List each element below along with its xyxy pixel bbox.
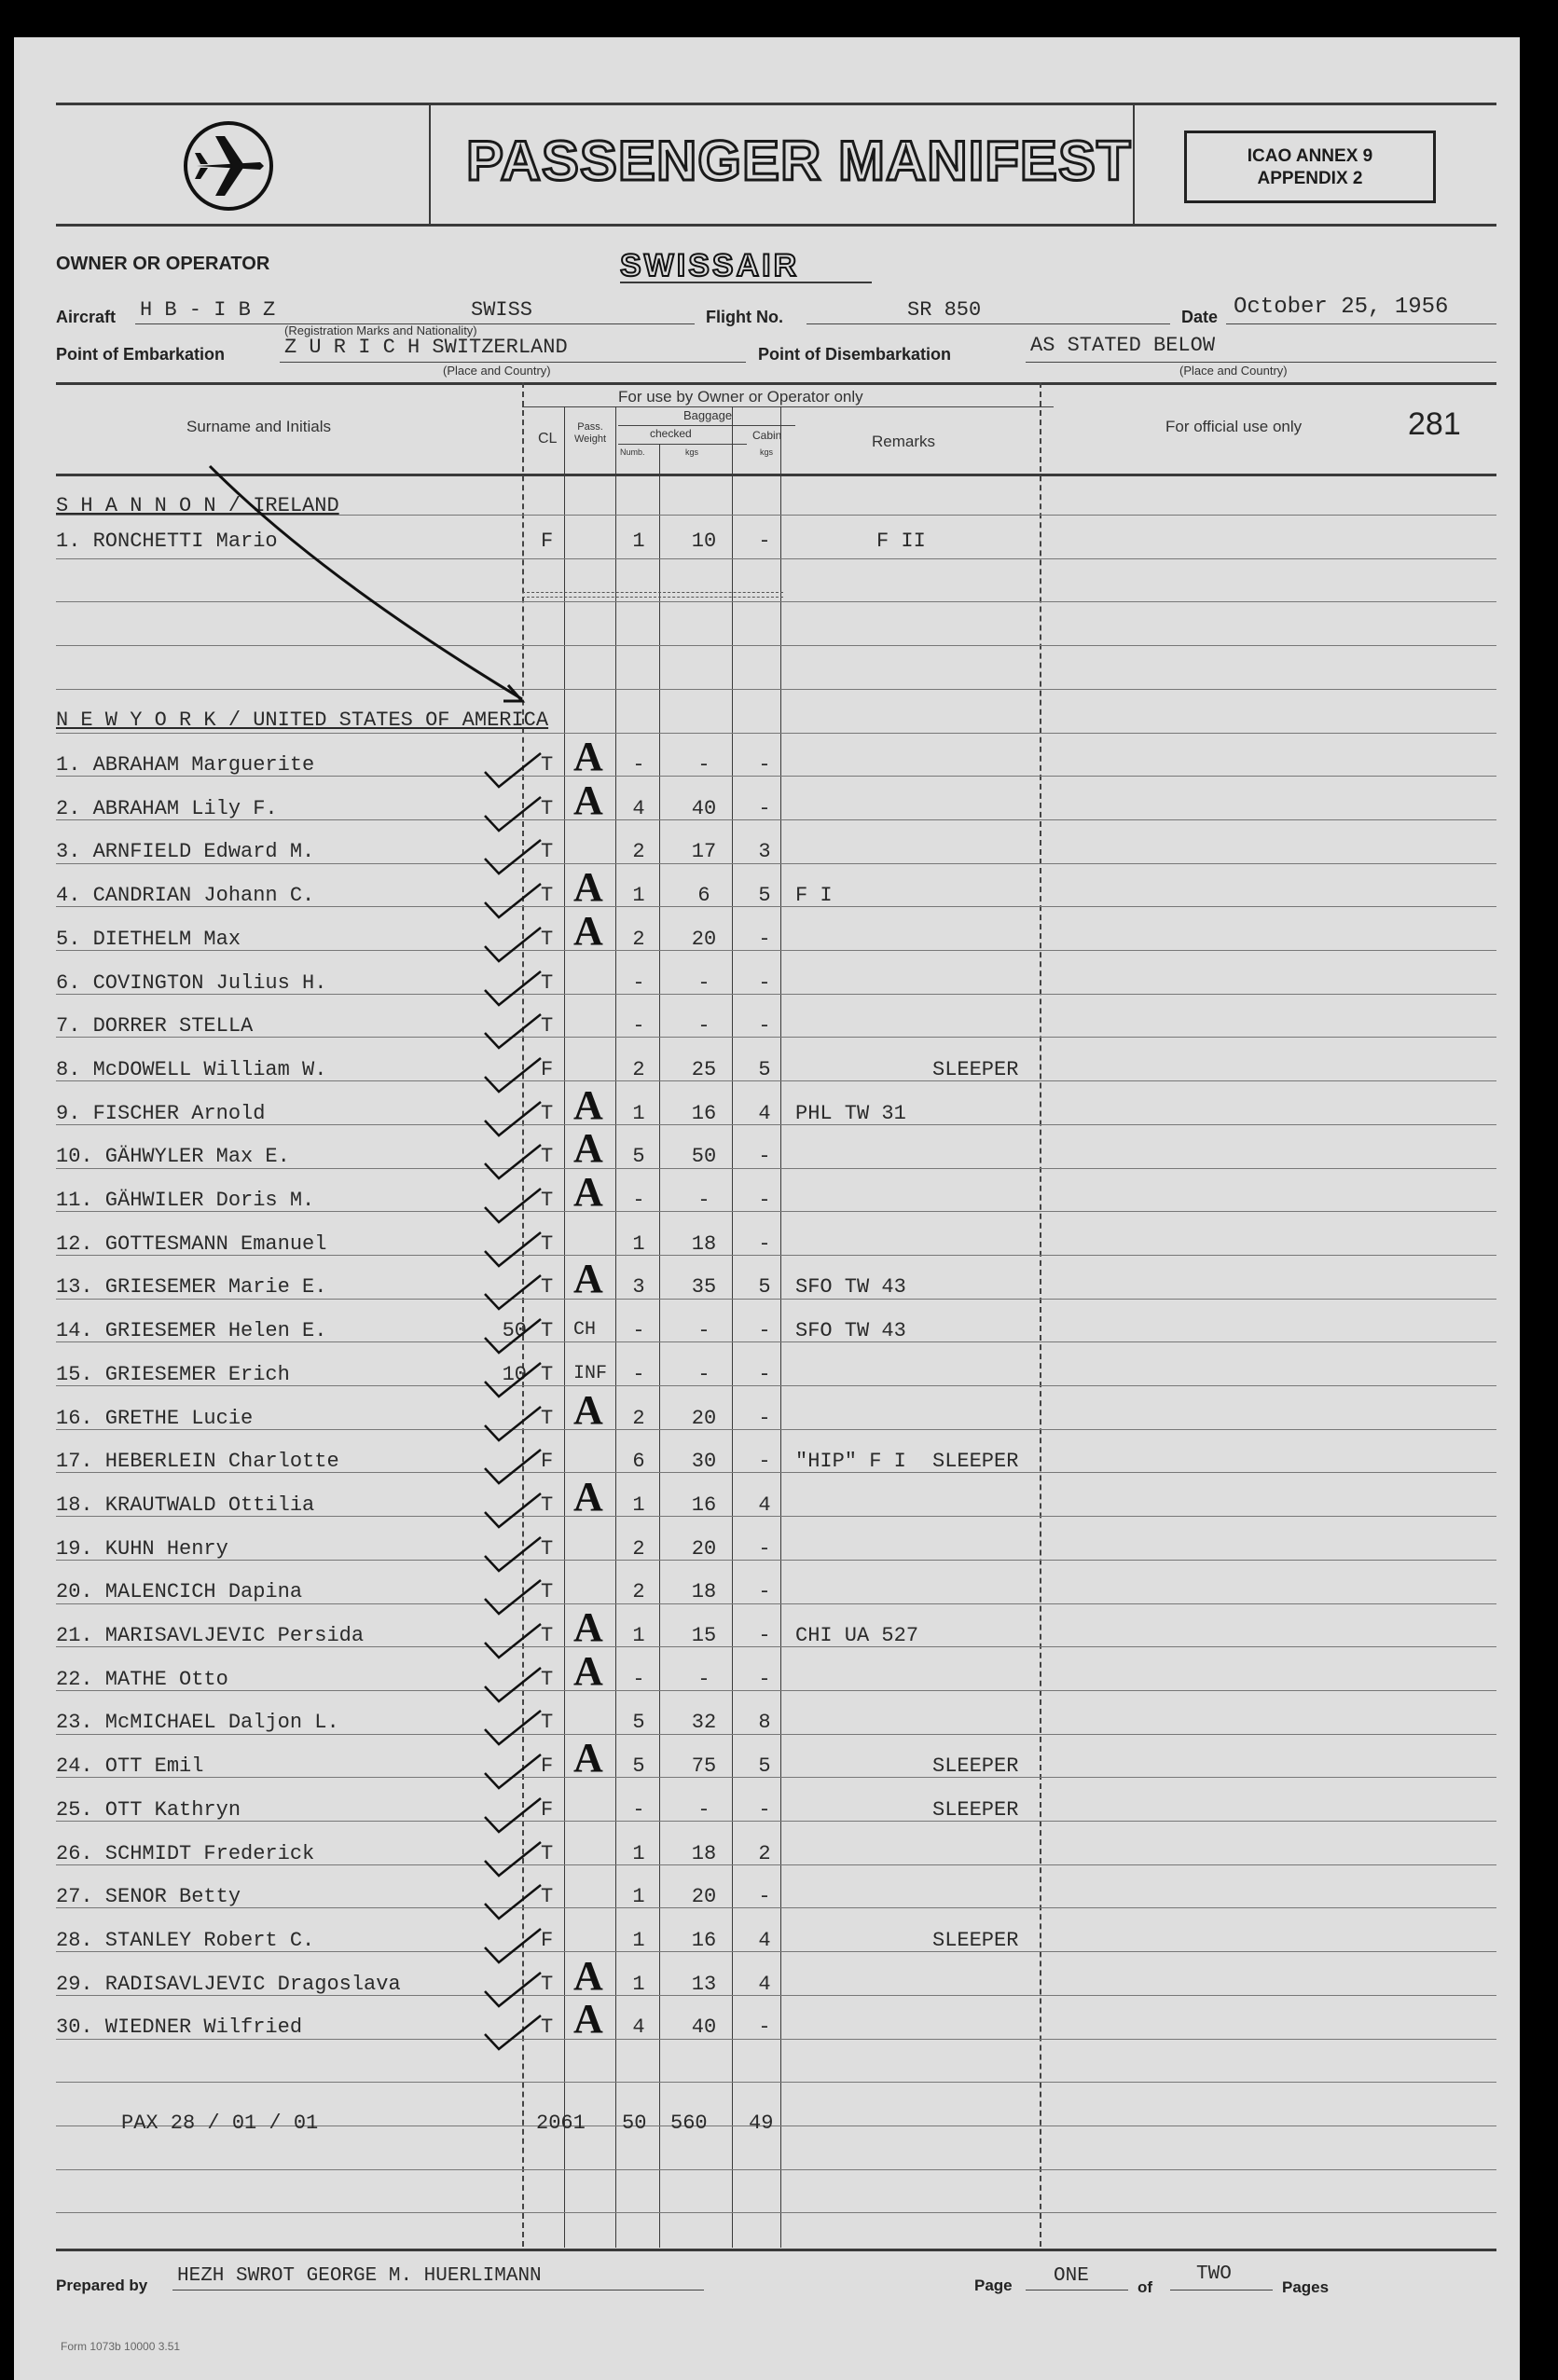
check-mark	[485, 884, 541, 917]
passenger-name: 21. MARISAVLJEVIC Persida	[56, 1624, 365, 1647]
passenger-name: 15. GRIESEMER Erich	[56, 1363, 290, 1386]
passenger-class: T	[541, 884, 554, 907]
section-heading-shannon: S H A N N O N / IRELAND	[56, 494, 339, 517]
passenger-name: 8. McDOWELL William W.	[56, 1058, 327, 1081]
remarks-header: Remarks	[872, 433, 936, 450]
passenger-class: F	[541, 1754, 554, 1778]
check-mark	[485, 1407, 541, 1440]
check-mark	[485, 1711, 541, 1744]
pass-weight-mark: INF	[573, 1363, 608, 1384]
bag-kgs: 40	[691, 2015, 717, 2039]
bag-kgs: 25	[691, 1058, 717, 1081]
registration-caption: (Registration Marks and Nationality)	[284, 323, 477, 337]
pass-weight-mark: A	[573, 1256, 603, 1301]
bag-kgs: -	[697, 971, 710, 995]
passenger-class: T	[541, 1189, 554, 1212]
pass-weight-mark: A	[573, 1735, 603, 1781]
passenger-name: 4. CANDRIAN Johann C.	[56, 884, 315, 907]
passenger-class: T	[541, 1711, 554, 1734]
bag-count: 5	[632, 1145, 645, 1168]
pass-weight-mark: A	[573, 908, 603, 954]
bag-count: 3	[632, 1275, 645, 1299]
baggage-header: Baggage	[683, 408, 733, 422]
passenger-class: T	[541, 1145, 554, 1168]
cabin-kgs: -	[758, 1014, 771, 1038]
section-heading-new-york: N E W Y O R K / UNITED STATES OF AMERICA	[56, 708, 549, 732]
bag-count: -	[632, 1798, 645, 1822]
flight-date: October 25, 1956	[1234, 295, 1449, 320]
remark: SFO TW 43	[795, 1319, 906, 1342]
cabin-kgs: 5	[758, 1058, 771, 1081]
check-mark	[485, 1145, 541, 1178]
passenger-class: T	[541, 928, 554, 951]
cabin-kgs: 5	[758, 884, 771, 907]
pass-weight-mark: A	[573, 734, 603, 779]
bag-kgs: 16	[691, 1102, 717, 1125]
passenger-class: F	[541, 1450, 554, 1473]
pages-label: Pages	[1282, 2278, 1330, 2296]
remark: SFO TW 43	[795, 1275, 906, 1299]
owner-value: SWISSAIR	[620, 248, 800, 283]
pass-weight-mark: CH	[573, 1319, 597, 1341]
passenger-name: 30. WIEDNER Wilfried	[56, 2015, 303, 2039]
passenger-name: 6. COVINGTON Julius H.	[56, 971, 327, 995]
aircraft-registration: H B - I B Z	[140, 298, 276, 322]
bag-count: 2	[632, 1580, 645, 1603]
prepared-by: HEZH SWROT GEORGE M. HUERLIMANN	[177, 2265, 542, 2287]
cabin-kgs: -	[758, 1537, 771, 1561]
bag-kgs: -	[697, 1798, 710, 1822]
check-mark	[485, 840, 541, 874]
passenger-class: T	[541, 1275, 554, 1299]
bag-kgs: 20	[691, 1885, 717, 1908]
passenger-class: T	[541, 1885, 554, 1908]
page-title: PASSENGER MANIFEST	[466, 130, 1132, 192]
cabin-kgs: -	[758, 1668, 771, 1691]
bag-kgs: 20	[691, 1407, 717, 1430]
passenger-name: 28. STANLEY Robert C.	[56, 1929, 315, 1952]
bag-kgs: 6	[697, 884, 710, 907]
numb-header: Numb.	[620, 447, 645, 457]
passenger-class: T	[541, 1842, 554, 1865]
prepared-label: Prepared by	[56, 2277, 148, 2294]
cabin-kgs: 3	[758, 840, 771, 863]
cabin-kgs-header: kgs	[760, 447, 774, 457]
cabin-kgs: -	[758, 1232, 771, 1256]
passenger-name: 12. GOTTESMANN Emanuel	[56, 1232, 327, 1256]
cabin-kgs: -	[758, 1363, 771, 1386]
check-mark	[485, 1493, 541, 1527]
pass-weight-mark: A	[573, 1996, 603, 2042]
bag-count: 1	[632, 1885, 645, 1908]
passenger-name: 24. OTT Emil	[56, 1754, 204, 1778]
cabin-kgs: 4	[758, 1973, 771, 1996]
sleeper-note: SLEEPER	[932, 1929, 1019, 1952]
passenger-name: 1. RONCHETTI Mario	[56, 530, 278, 553]
bag-count: -	[632, 1014, 645, 1038]
check-mark	[485, 1319, 541, 1353]
remark: F I	[795, 884, 833, 907]
check-mark	[485, 1189, 541, 1222]
owner-use-header: For use by Owner or Operator only	[618, 388, 863, 406]
check-mark	[485, 1580, 541, 1614]
embark-place-caption: (Place and Country)	[443, 364, 551, 378]
passenger-name: 14. GRIESEMER Helen E.	[56, 1319, 327, 1342]
icao-annex: ICAO ANNEX 9	[1247, 146, 1373, 166]
passenger-class: T	[541, 840, 554, 863]
cabin-kgs: -	[758, 2015, 771, 2039]
check-mark	[485, 1842, 541, 1876]
cabin-kgs: 4	[758, 1493, 771, 1517]
passenger-class: T	[541, 1537, 554, 1561]
bag-kgs: -	[697, 1668, 710, 1691]
cabin-kgs: -	[758, 971, 771, 995]
passenger-name: 17. HEBERLEIN Charlotte	[56, 1450, 339, 1473]
cabin-kgs: -	[758, 1407, 771, 1430]
bag-kgs-total: 560	[670, 2112, 708, 2135]
page-label: Page	[974, 2277, 1013, 2294]
bag-count: 1	[632, 1929, 645, 1952]
pass-weight-mark: A	[573, 1169, 603, 1215]
bag-kgs: 40	[691, 797, 717, 820]
surname-header: Surname and Initials	[186, 418, 331, 435]
cabin-kgs: 5	[758, 1275, 771, 1299]
kgs-header: kgs	[685, 447, 699, 457]
bag-count: 1	[632, 1232, 645, 1256]
pax-total: PAX 28 / 01 / 01	[121, 2112, 319, 2135]
sleeper-note: SLEEPER	[932, 1754, 1019, 1778]
bag-kgs: 16	[691, 1493, 717, 1517]
pass-weight-mark: A	[573, 1387, 603, 1433]
date-label: Date	[1181, 308, 1219, 326]
cabin-kgs: -	[758, 928, 771, 951]
bag-kgs: 16	[691, 1929, 717, 1952]
passenger-name: 5. DIETHELM Max	[56, 928, 241, 951]
sleeper-note: SLEEPER	[932, 1450, 1019, 1473]
bag-count: 4	[632, 2015, 645, 2039]
bag-count: 4	[632, 797, 645, 820]
cabin-kgs: -	[758, 1450, 771, 1473]
disembark-place-caption: (Place and Country)	[1179, 364, 1288, 378]
remark: PHL TW 31	[795, 1102, 906, 1125]
pass-weight-mark: A	[573, 864, 603, 910]
passenger-name: 13. GRIESEMER Marie E.	[56, 1275, 327, 1299]
remark: F II	[876, 530, 926, 553]
passenger-name: 20. MALENCICH Dapina	[56, 1580, 303, 1603]
pass-weight-mark: A	[573, 1125, 603, 1171]
bag-count: 1	[632, 1842, 645, 1865]
check-mark	[485, 1275, 541, 1309]
bag-kgs: 18	[691, 1842, 717, 1865]
passenger-name: 29. RADISAVLJEVIC Dragoslava	[56, 1973, 401, 1996]
cabin-kgs: -	[758, 753, 771, 777]
passenger-name: 2. ABRAHAM Lily F.	[56, 797, 278, 820]
checked-header: checked	[650, 427, 692, 440]
check-mark	[485, 753, 541, 787]
passenger-class: T	[541, 1668, 554, 1691]
cabin-kgs: 4	[758, 1929, 771, 1952]
bag-count: 6	[632, 1450, 645, 1473]
of-label: of	[1137, 2278, 1153, 2296]
passenger-name: 7. DORRER STELLA	[56, 1014, 254, 1038]
remark: CHI UA 527	[795, 1624, 919, 1647]
official-use-header: For official use only	[1165, 418, 1303, 435]
check-mark	[485, 1058, 541, 1092]
bag-kgs: 50	[691, 1145, 717, 1168]
check-mark	[485, 1798, 541, 1832]
cabin-kgs: -	[758, 1624, 771, 1647]
bag-kgs: -	[697, 1319, 710, 1342]
passenger-weight: 50	[502, 1319, 527, 1342]
passenger-class: T	[541, 1580, 554, 1603]
cabin-kgs: -	[758, 530, 771, 553]
bag-kgs: 20	[691, 1537, 717, 1561]
bag-count: 1	[632, 530, 645, 553]
check-mark	[485, 1537, 541, 1571]
passenger-class: T	[541, 753, 554, 777]
passenger-class: T	[541, 1493, 554, 1517]
cabin-kgs: -	[758, 1580, 771, 1603]
cabin-kgs: -	[758, 1189, 771, 1212]
bag-kgs: 15	[691, 1624, 717, 1647]
weight-total: 2061	[536, 2112, 586, 2135]
owner-label: OWNER OR OPERATOR	[56, 254, 270, 274]
passenger-class: T	[541, 2015, 554, 2039]
check-mark	[485, 1668, 541, 1701]
check-mark	[485, 1232, 541, 1266]
passenger-name: 18. KRAUTWALD Ottilia	[56, 1493, 315, 1517]
cabin-kgs: -	[758, 1798, 771, 1822]
bag-kgs: 18	[691, 1232, 717, 1256]
aircraft-nationality: SWISS	[471, 298, 533, 322]
bag-count: -	[632, 753, 645, 777]
sleeper-note: SLEEPER	[932, 1798, 1019, 1822]
check-mark	[485, 1102, 541, 1135]
bag-count: 2	[632, 1537, 645, 1561]
passenger-class: T	[541, 1624, 554, 1647]
cabin-kgs: -	[758, 1145, 771, 1168]
embarkation-point: Z U R I C H SWITZERLAND	[284, 336, 568, 359]
cabin-header: Cabin	[752, 429, 782, 442]
passenger-class: T	[541, 1407, 554, 1430]
passenger-class: T	[541, 971, 554, 995]
bag-kgs: -	[697, 1363, 710, 1386]
bag-count: -	[632, 971, 645, 995]
pass-weight-mark: A	[573, 1648, 603, 1694]
bag-kgs: 18	[691, 1580, 717, 1603]
bag-count: 5	[632, 1754, 645, 1778]
flight-label: Flight No.	[706, 308, 783, 326]
check-mark	[485, 1885, 541, 1919]
bag-count: -	[632, 1319, 645, 1342]
passenger-name: 16. GRETHE Lucie	[56, 1407, 254, 1430]
passenger-class: T	[541, 797, 554, 820]
bag-count: -	[632, 1189, 645, 1212]
check-marks	[14, 37, 1520, 2380]
passenger-class: F	[541, 1798, 554, 1822]
pass-weight-mark: A	[573, 777, 603, 823]
bag-kgs: 17	[691, 840, 717, 863]
cabin-kgs: 5	[758, 1754, 771, 1778]
bag-kgs: 10	[691, 530, 717, 553]
bag-count: 2	[632, 928, 645, 951]
manifest-sheet	[14, 37, 1520, 2380]
bag-count: -	[632, 1363, 645, 1386]
form-number: Form 1073b 10000 3.51	[61, 2340, 181, 2353]
bag-count: 1	[632, 1102, 645, 1125]
passenger-name: 26. SCHMIDT Frederick	[56, 1842, 315, 1865]
passenger-name: 3. ARNFIELD Edward M.	[56, 840, 315, 863]
cabin-kgs: 8	[758, 1711, 771, 1734]
page-number: ONE	[1054, 2265, 1089, 2287]
bag-kgs: 75	[691, 1754, 717, 1778]
bag-count: 2	[632, 840, 645, 863]
disembarkation-point: AS STATED BELOW	[1030, 334, 1216, 357]
passenger-name: 19. KUHN Henry	[56, 1537, 228, 1561]
pass-weight-mark: A	[573, 1604, 603, 1650]
check-mark	[485, 1363, 541, 1396]
cabin-kgs: 2	[758, 1842, 771, 1865]
passenger-name: 11. GÄHWILER Doris M.	[56, 1189, 315, 1212]
passenger-class: T	[541, 1014, 554, 1038]
passenger-weight: 10	[502, 1363, 527, 1386]
check-mark	[485, 1624, 541, 1658]
passenger-name: 27. SENOR Betty	[56, 1885, 241, 1908]
remark: "HIP" F I	[795, 1450, 906, 1473]
bag-count: 1	[632, 1493, 645, 1517]
passenger-name: 9. FISCHER Arnold	[56, 1102, 266, 1125]
bag-count: 1	[632, 1624, 645, 1647]
passenger-class: F	[541, 530, 554, 553]
check-mark	[485, 1014, 541, 1048]
bag-count: 2	[632, 1407, 645, 1430]
official-number: 281	[1408, 406, 1461, 442]
icao-appendix: APPENDIX 2	[1257, 169, 1363, 188]
bag-kgs: -	[697, 1014, 710, 1038]
check-mark	[485, 1973, 541, 2006]
page-total: TWO	[1196, 2263, 1232, 2285]
bag-kgs: 30	[691, 1450, 717, 1473]
bag-count: -	[632, 1668, 645, 1691]
bag-kgs: -	[697, 1189, 710, 1212]
passenger-class: T	[541, 1102, 554, 1125]
bag-count: 2	[632, 1058, 645, 1081]
passenger-name: 23. McMICHAEL Daljon L.	[56, 1711, 339, 1734]
cl-header: CL	[538, 431, 558, 447]
bag-count: 1	[632, 884, 645, 907]
passenger-class: T	[541, 1973, 554, 1996]
bag-kgs: 13	[691, 1973, 717, 1996]
bag-count: 1	[632, 1973, 645, 1996]
check-mark	[485, 2015, 541, 2049]
pass-weight-header: Pass. Weight	[573, 421, 607, 445]
aircraft-label: Aircraft	[56, 308, 117, 326]
passenger-class: F	[541, 1058, 554, 1081]
bag-count-total: 50	[622, 2112, 647, 2135]
bag-kgs: 20	[691, 928, 717, 951]
passenger-class: T	[541, 1363, 554, 1386]
passenger-name: 1. ABRAHAM Marguerite	[56, 753, 315, 777]
passenger-name: 22. MATHE Otto	[56, 1668, 228, 1691]
cabin-kgs: -	[758, 1885, 771, 1908]
passenger-name: 10. GÄHWYLER Max E.	[56, 1145, 290, 1168]
bag-count: 5	[632, 1711, 645, 1734]
flight-number: SR 850	[907, 298, 982, 322]
check-mark	[485, 1450, 541, 1483]
check-mark	[485, 971, 541, 1005]
passenger-name: 25. OTT Kathryn	[56, 1798, 241, 1822]
check-mark	[485, 797, 541, 831]
disembarkation-label: Point of Disembarkation	[758, 345, 952, 364]
cabin-kgs: -	[758, 797, 771, 820]
passenger-class: T	[541, 1232, 554, 1256]
passenger-class: T	[541, 1319, 554, 1342]
embarkation-label: Point of Embarkation	[56, 345, 226, 364]
check-mark	[485, 1929, 541, 1962]
sleeper-note: SLEEPER	[932, 1058, 1019, 1081]
check-mark	[485, 1754, 541, 1788]
pass-weight-mark: A	[573, 1953, 603, 1999]
pass-weight-mark: A	[573, 1082, 603, 1128]
bag-kgs: 35	[691, 1275, 717, 1299]
pass-weight-mark: A	[573, 1474, 603, 1520]
cabin-kgs-total: 49	[749, 2112, 774, 2135]
cabin-kgs: 4	[758, 1102, 771, 1125]
bag-kgs: -	[697, 753, 710, 777]
check-mark	[485, 928, 541, 961]
bag-kgs: 32	[691, 1711, 717, 1734]
passenger-class: F	[541, 1929, 554, 1952]
cabin-kgs: -	[758, 1319, 771, 1342]
